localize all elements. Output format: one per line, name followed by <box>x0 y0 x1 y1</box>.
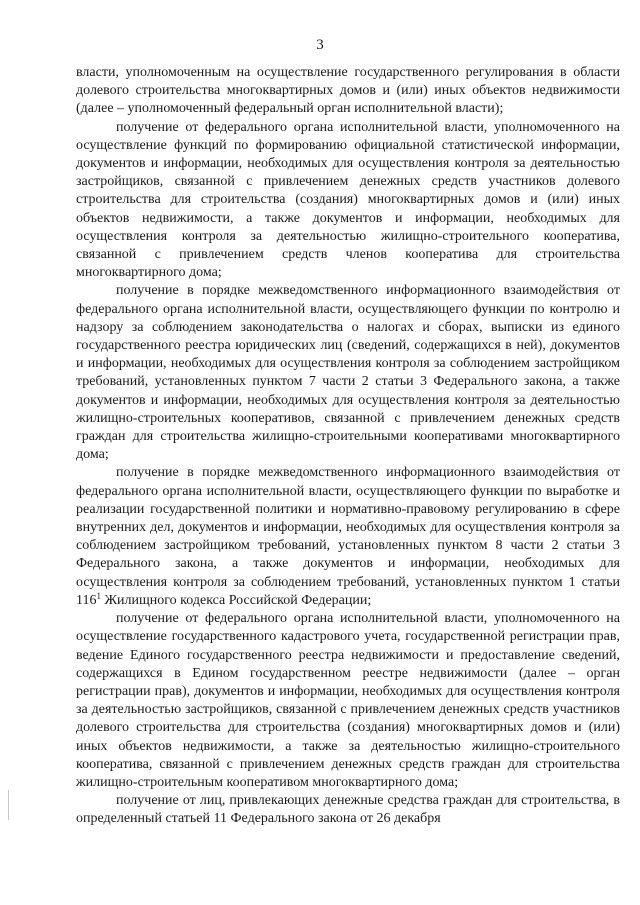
paragraph-3: получение в порядке межведомственного информационного взаимодействия от федерального органа исполнительной власти, осуществляющего функции по контролю и надзору за соблюдением законодательства о налогах и сборах, выписки из единого государственного реестра юридических лиц (сведений, содержащихся в ней), документов и информации, необходимых для осуществления контроля за соблюдением застройщиком требований, установленных пунктом 7 части 2 статьи 3 Федерального закона, а также документов и информации, необходимых для осуществления контроля за деятельностью жилищно-строительных кооперативов, связанной с привлечением денежных средств граждан для строительства жилищно-строительными кооперативами многоквартирного дома; <box>76 283 620 463</box>
page-number: 3 <box>316 37 324 53</box>
paragraph-2: получение от федерального органа исполнительной власти, уполномоченного на осуществление функций по формированию официальной статистической информации, документов и информации, необходимых для осуществления контроля за деятельностью застройщиков, связанной с привлечением денежных средств участников долевого строительства для строительства (создания) многоквартирных домов и (или) иных объектов недвижимости, а также документов и информации, необходимых для осуществления контроля за деятельностью жилищно-строительного кооператива, связанной с привлечением средств членов кооператива для строительства многоквартирного дома; <box>76 119 620 281</box>
paragraph-1: власти, уполномоченным на осуществление государственного регулирования в области долевого строительства многоквартирных домов и (или) иных объектов недвижимости (далее – уполномоченный федеральный орган исполнительной власти); <box>76 65 620 117</box>
scan-edge-mark <box>8 790 9 820</box>
paragraph-6: получение от лиц, привлекающих денежные средства граждан для строительства, в определенный статьей 11 Федерального закона от 26 декабря <box>76 793 620 827</box>
document-body <box>76 64 620 829</box>
paragraph-4-text: получение в порядке межведомственного информационного взаимодействия от федерального органа исполнительной власти, осуществляющего функции по выработке и реализации государственной политики и нормативно-правовому регулированию в сфере внутренних дел, документов и информации, необходимых для осуществления контроля за соблюдением застройщиком требований, установленных пунктом 8 части 2 статьи 3 Федерального закона, а также документов и информации, необходимых для осуществления контроля за соблюдением требований, установленных пунктом 1 статьи 116 <box>76 465 620 608</box>
paragraph-4-text-end: Жилищного кодекса Российской Федерации; <box>100 592 372 608</box>
superscript-index: 1 <box>96 590 101 601</box>
paragraph-5: получение от федерального органа исполнительной власти, уполномоченного на осуществление государственного кадастрового учета, государственной регистрации прав, ведение Единого государственного реестра недвижимости и предоставление сведений, содержащихся в Едином государственном реестре недвижимости (далее – орган регистрации прав), документов и информации, необходимых для осуществления контроля за деятельностью застройщиков, связанной с привлечением денежных средств участников долевого строительства для строительства (создания) многоквартирных домов и (или) иных объектов недвижимости, а также за деятельностью жилищно-строительного кооператива, связанной с привлечением денежных средств граждан для строительства жилищно-строительным кооперативом многоквартирного дома; <box>76 611 620 790</box>
paragraph-4 <box>76 464 620 610</box>
